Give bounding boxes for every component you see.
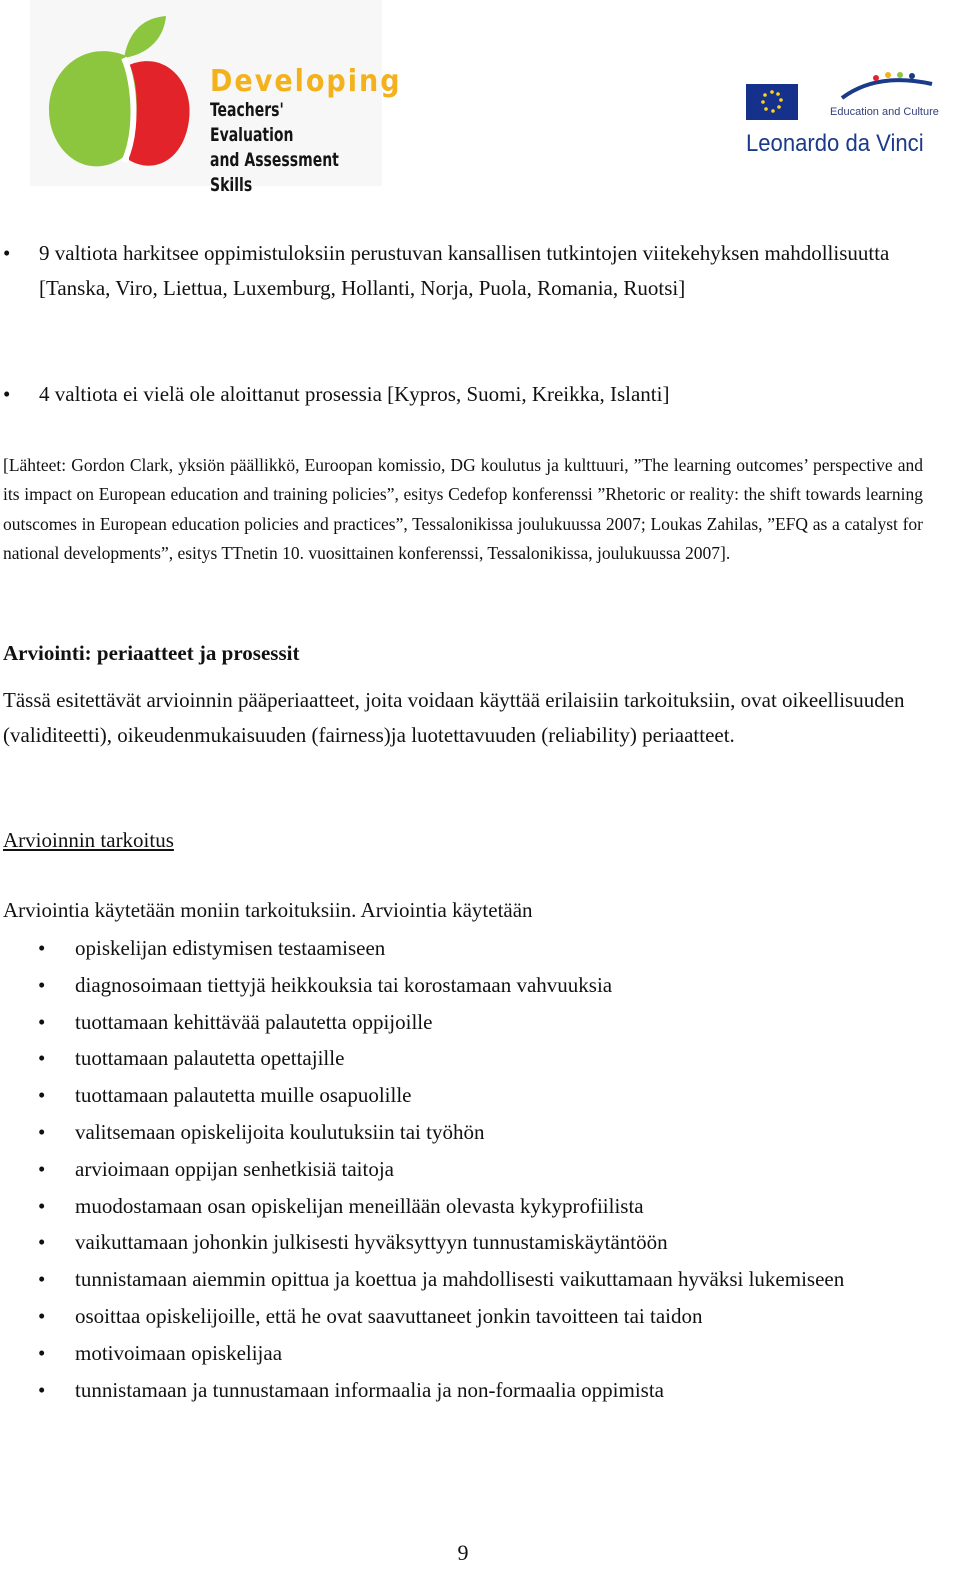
- bullet-icon: •: [38, 972, 46, 997]
- list-item-text: tuottamaan palautetta muille osapuolille: [75, 1083, 412, 1108]
- list-item-text: diagnosoimaan tiettyjä heikkouksia tai korostamaan vahvuuksia: [75, 972, 613, 997]
- page-number: 9: [457, 1540, 469, 1565]
- list-item-text: tunnistamaan ja tunnustamaan informaalia ja non-formaalia oppimista: [75, 1377, 664, 1402]
- list-item-text: tunnistamaan aiemmin opittua ja koettua ja mahdollisesti vaikuttamaan hyväksi lukemiseen: [75, 1267, 845, 1292]
- list-item: [0, 967, 935, 1004]
- purpose-intro: Arviointia käytetään moniin tarkoituksiin. Arviointia käytetään: [3, 898, 533, 922]
- list-item: [0, 1224, 935, 1261]
- bullet-icon: •: [3, 382, 11, 406]
- list-item: [0, 1372, 935, 1409]
- list-item-text: opiskelijan edistymisen testaamiseen: [75, 936, 386, 960]
- list-item-text: tuottamaan kehittävää palautetta oppijoille: [75, 1009, 433, 1034]
- list-item: [0, 1077, 935, 1114]
- logo-line-3: and Assessment Skills: [210, 149, 339, 196]
- list-item-text: osoittaa opiskelijoille, että he ovat saavuttaneet jonkin tavoitteen tai taidon: [75, 1303, 703, 1328]
- list-item: [0, 1040, 935, 1077]
- list-item: [0, 1298, 935, 1335]
- bullet-icon: •: [38, 1083, 46, 1108]
- list-item-text: arvioimaan oppijan senhetkisiä taitoja: [75, 1156, 394, 1181]
- list-item: [0, 930, 935, 967]
- leonardo-da-vinci-logo: [740, 68, 960, 168]
- bullet-icon: •: [38, 1267, 46, 1292]
- intro-bullet-text: 9 valtiota harkitsee oppimistuloksiin perustuvan kansallisen tutkintojen viitekehyksen mahdollisuutta [Tanska, Viro, Liettua, Luxemburg, Hollanti, Norja, Puola, Romania, Ruotsi]: [39, 241, 890, 300]
- list-item-text: vaikuttamaan johonkin julkisesti hyväksyttyyn tunnustamiskäytäntöön: [75, 1230, 668, 1255]
- logo-line-1: Developing: [210, 64, 402, 99]
- bullet-icon: •: [38, 1230, 46, 1255]
- sources-paragraph: [Lähteet: Gordon Clark, yksiön päällikkö, Euroopan komissio, DG koulutus ja kulttuuri, ”The learning outcomes’ perspective and its impact on European education and training policies”, esitys Cedefop konferenssi ”Rhetoric or reality: the shift towards learning outscomes in European education policies and practices”, Tessalonikissa joulukuussa 2007; Loukas Zahilas, ”EFQ as a catalyst for national developments”, esitys TTnetin 10. vuosittainen konferenssi, Tessalonikissa, joulukuussa 2007].: [3, 455, 923, 564]
- page-header: [0, 0, 960, 196]
- bullet-icon: •: [38, 1193, 46, 1218]
- bullet-icon: •: [38, 1377, 46, 1402]
- list-item-text: motivoimaan opiskelijaa: [75, 1340, 283, 1365]
- education-culture-label: Education and Culture: [830, 106, 939, 118]
- logo-line-2: Teachers' Evaluation: [210, 99, 294, 146]
- eu-flag-icon: [746, 84, 798, 120]
- bullet-icon: •: [38, 936, 46, 960]
- apple-logo-icon: [44, 10, 194, 175]
- principles-paragraph: Tässä esitettävät arvioinnin pääperiaatteet, joita voidaan käyttää erilaisiin tarkoituksiin, ovat oikeellisuuden (validiteetti), oikeudenmukaisuuden (fairness)ja luotettavuuden (reliability) periaatteet.: [3, 688, 905, 747]
- bullet-icon: •: [38, 1303, 46, 1328]
- list-item: [0, 1114, 935, 1151]
- list-item: [0, 1004, 935, 1041]
- bullet-icon: •: [38, 1046, 46, 1071]
- bullet-icon: •: [38, 1119, 46, 1144]
- bullet-icon: •: [38, 1156, 46, 1181]
- bullet-icon: •: [38, 1009, 46, 1034]
- project-logo: [30, 0, 402, 196]
- bullet-icon: •: [3, 241, 11, 265]
- list-item-text: tuottamaan palautetta opettajille: [75, 1046, 345, 1071]
- list-item: [0, 1188, 935, 1225]
- list-item: [0, 1261, 935, 1298]
- bullet-icon: •: [38, 1340, 46, 1365]
- list-item: [0, 1151, 935, 1188]
- section-heading-principles: Arviointi: periaatteet ja prosessit: [3, 641, 300, 665]
- intro-bullet-text: 4 valtiota ei vielä ole aloittanut prosessia [Kypros, Suomi, Kreikka, Islanti]: [39, 382, 670, 406]
- section-heading-purpose[interactable]: [3, 823, 174, 858]
- education-culture-swoosh-icon: [836, 68, 940, 104]
- list-item: [0, 1335, 935, 1372]
- list-item-text: valitsemaan opiskelijoita koulutuksiin tai työhön: [75, 1119, 485, 1144]
- leonardo-label: Leonardo da Vinci: [746, 130, 924, 157]
- section-heading-purpose-text: Arvioinnin tarkoitus: [3, 828, 174, 852]
- list-item-text: muodostamaan osan opiskelijan meneillään olevasta kykyprofiilista: [75, 1193, 644, 1218]
